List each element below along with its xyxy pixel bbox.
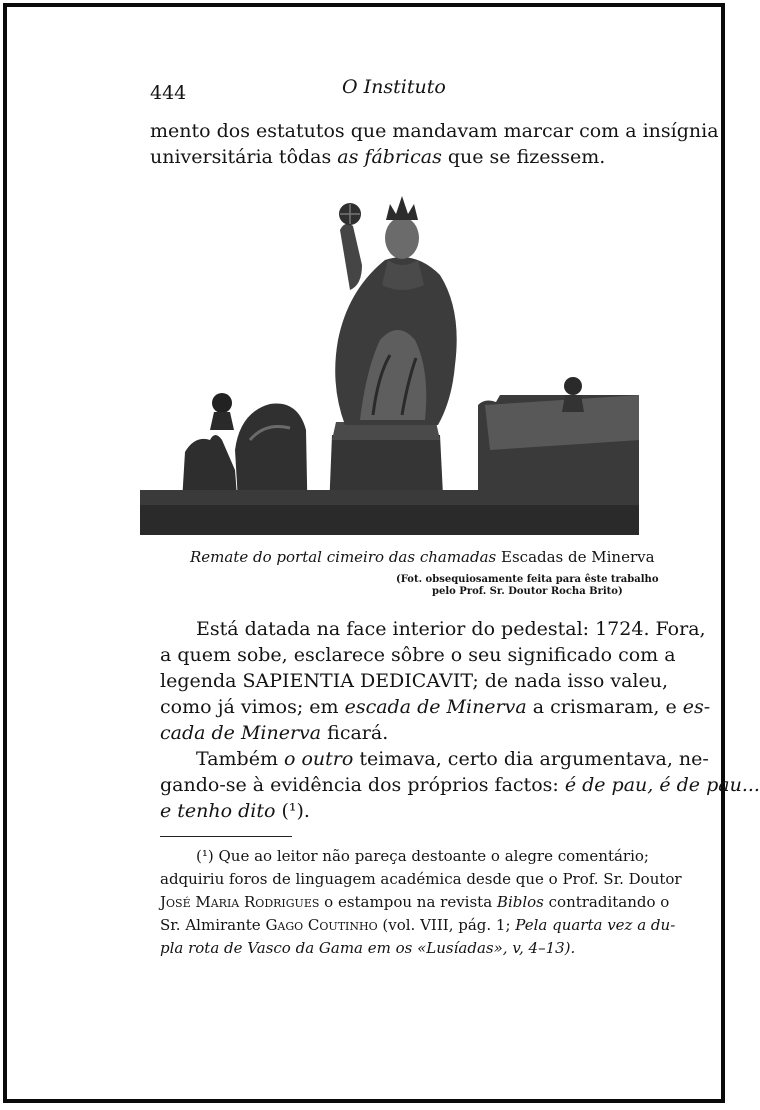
body-paragraph-2: Também o outro teimava, certo dia argumentava, ne- gando-se à evidência dos próprios factos: é de pau, é de pau... e tenho dito (¹). [160, 748, 760, 822]
footnote: (¹) Que ao leitor não pareça destoante o alegre comentário; adquiriu foros de linguagem académica desde que o Prof. Sr. Doutor José Maria Rodrigues o estampou na revista Biblos contraditando o Sr. Almirante Gago Coutinho (vol. VIII, pág. 1; Pela quarta vez a du- pla rota de Vasco da Gama em os «Lusíadas», v, 4–13). [160, 847, 682, 957]
footnote-rule [160, 836, 292, 837]
intro-line-2: universitária tôdas as fábricas que se fizessem. [150, 146, 606, 168]
figure-caption: Remate do portal cimeiro das chamadas Escadas de Minerva [190, 548, 655, 566]
statue-photograph [140, 190, 639, 535]
photo-credit: (Fot. obsequiosamente feita para êste trabalho pelo Prof. Sr. Doutor Rocha Brito) [396, 574, 659, 597]
running-title: O Instituto [342, 76, 446, 98]
page-number: 444 [150, 82, 187, 104]
body-paragraph-1: Está datada na face interior do pedestal: 1724. Fora, a quem sobe, esclarece sôbre o seu significado com a legenda SAPIENTIA DEDICAVIT; de nada isso valeu, como já vimos; em escada de Minerva a crismaram, e es- cada de Minerva ficará. [160, 618, 711, 744]
intro-paragraph [150, 118, 719, 170]
intro-line-1: mento dos estatutos que mandavam marcar com a insígnia [150, 120, 719, 142]
